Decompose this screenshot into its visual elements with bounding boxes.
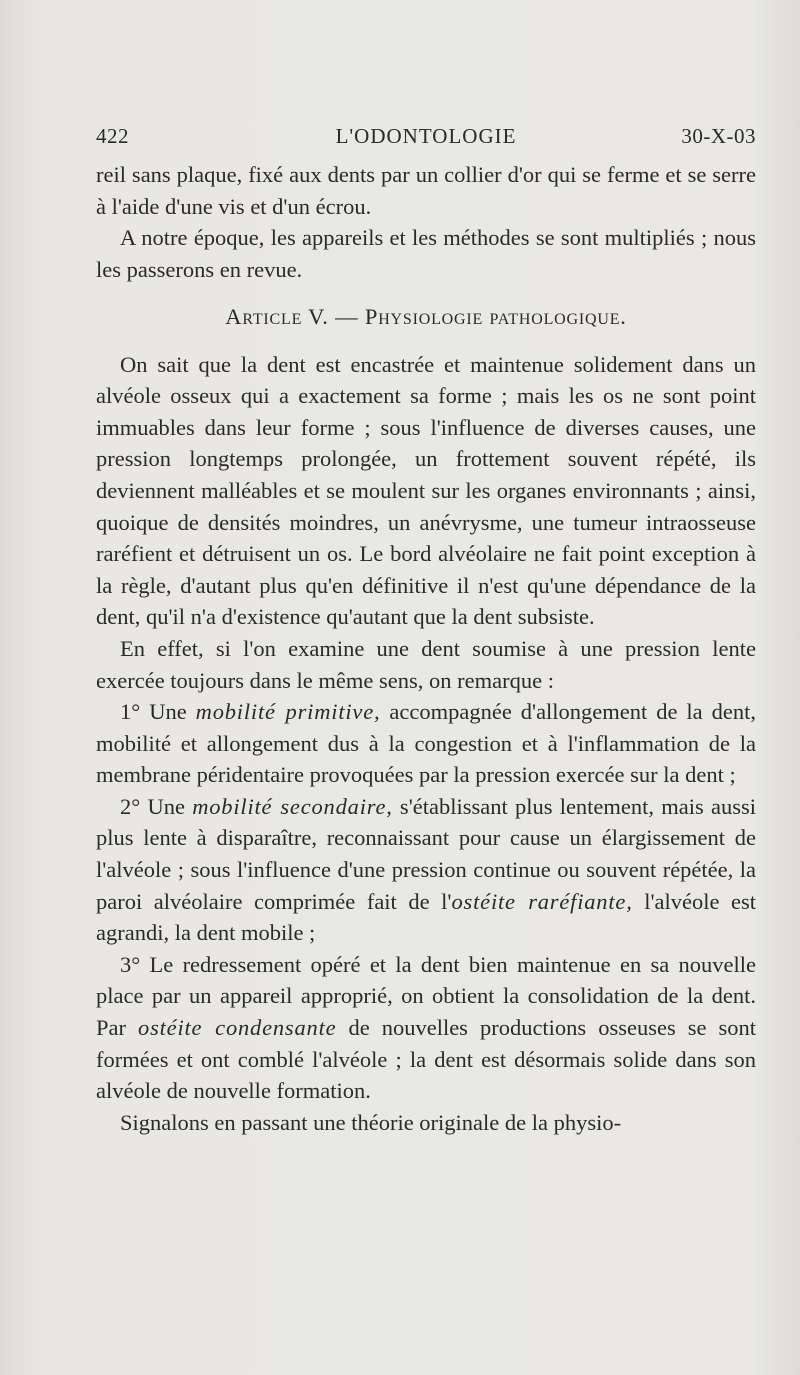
text-run: 2° Une [120, 793, 193, 819]
text-run: s'établissant plus lentement, mais aussi plus lente à disparaître, reconnaissant pour cause un élargissement de l'alvéole ; sous l'influence d'une pression continue ou souvent répétée, la paroi alvéolaire comprimée fait de l' [96, 793, 756, 914]
paragraph [96, 222, 756, 285]
text-run: l'alvéole est agrandi, la dent mobile ; [96, 888, 757, 946]
running-header [96, 124, 756, 154]
paragraph [96, 696, 756, 791]
text-run: accompagnée d'allongement de la dent, mobilité et allongement dus à la congestion et à l'inflammation de la membrane péridentaire provoquées par la pression exercée sur la dent ; [96, 699, 756, 788]
paragraph [96, 1107, 756, 1139]
italic-term: ostéite condensante [138, 1015, 337, 1041]
italic-term: mobilité secondaire, [192, 793, 393, 819]
paragraph [96, 349, 756, 633]
running-title: L'ODONTOLOGIE [335, 124, 517, 148]
text-run: Signalons en passant une théorie originale de la physio- [120, 1109, 622, 1135]
issue-date: 30-X-03 [681, 124, 756, 148]
italic-term: mobilité primitive, [195, 699, 381, 725]
page-number: 422 [96, 124, 129, 148]
italic-term: ostéite raréfiante, [451, 888, 633, 914]
text-run: Article V. — Physiologie pathologique. [225, 304, 627, 330]
paragraph [96, 159, 756, 222]
paragraph [96, 949, 756, 1107]
text-run: En effet, si l'on examine une dent soumise à une pression lente exercée toujours dans le même sens, on remarque : [96, 635, 756, 693]
text-run: A notre époque, les appareils et les méthodes se sont multipliés ; nous les passerons en revue. [96, 225, 756, 282]
text-run: de nouvelles productions osseuses se sont formées et ont comblé l'alvéole ; la dent est désormais solide dans son alvéole de nouvelle formation. [96, 1015, 756, 1104]
page-body-text [96, 159, 756, 1138]
section-heading [96, 285, 756, 348]
text-run: 1° Une [120, 699, 196, 725]
text-run: On sait que la dent est encastrée et maintenue solidement dans un alvéole osseux qui a exactement sa forme ; mais les os ne sont point immuables dans leur forme ; sous l'influence de diverses causes, une pression longtemps prolongée, un frottement souvent répété, ils deviennent malléables et se moulent sur les organes environnants ; ainsi, quoique de densités moindres, un anévrysme, une tumeur intraosseuse raréfient et détruisent un os. Le bord alvéolaire ne fait point exception à la règle, d'autant plus qu'en définitive il n'est qu'une dépendance de la dent, qu'il n'a d'existence qu'autant que la dent subsiste. [96, 351, 756, 630]
paragraph [96, 791, 756, 949]
paragraph [96, 633, 756, 696]
text-run: 3° Le redressement opéré et la dent bien maintenue en sa nouvelle place par un appareil approprié, on obtient la consolidation de la dent. Par [96, 951, 756, 1041]
text-run: reil sans plaque, fixé aux dents par un collier d'or qui se ferme et se serre à l'aide d'une vis et d'un écrou. [96, 162, 756, 219]
